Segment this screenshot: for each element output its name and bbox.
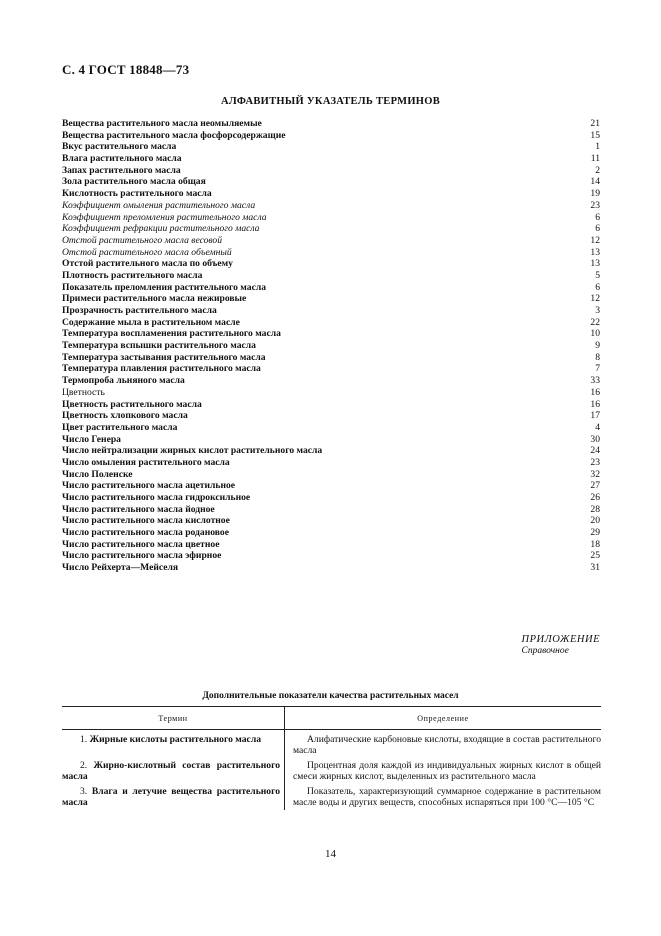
index-entry-term: Коэффициент рефракции растительного масла (62, 223, 260, 235)
index-entry (62, 176, 600, 188)
index-entry-page: 6 (595, 281, 600, 293)
index-entry (62, 258, 600, 270)
index-entry-page: 3 (595, 305, 600, 316)
index-entry-term: Температура плавления растительного масла (62, 363, 261, 375)
table-row (62, 730, 601, 758)
header-term: Термин (62, 707, 285, 730)
index-entry (62, 527, 600, 539)
index-entry (62, 480, 600, 492)
terms-table (62, 706, 601, 810)
term-cell (62, 758, 285, 784)
index-entry-page: 12 (590, 293, 600, 305)
index-entry-page: 11 (590, 153, 600, 165)
index-entry-page: 13 (590, 258, 600, 270)
index-entry (62, 550, 600, 562)
alphabetical-index (62, 118, 600, 574)
index-entry (62, 141, 600, 153)
definition-cell: Алифатические карбоновые кислоты, входящие в состав растительного масла (293, 734, 601, 757)
index-entry-page: 23 (590, 199, 600, 211)
index-entry-page: 29 (590, 527, 600, 539)
index-entry (62, 118, 600, 130)
index-entry (62, 200, 600, 212)
appendix-label (522, 634, 601, 656)
index-entry-term: Число растительного масла гидроксильное (62, 492, 251, 503)
table-row (62, 758, 601, 784)
index-entry (62, 317, 600, 329)
index-entry-term: Вещества растительного масла неомыляемые (62, 118, 262, 129)
index-entry-term: Число растительного масла цветное (62, 538, 220, 550)
index-entry-page: 22 (590, 316, 600, 328)
index-entry-term: Температура воспламенения растительного масла (62, 328, 281, 340)
index-entry-term: Коэффициент омыления растительного масла (62, 199, 256, 211)
index-entry (62, 504, 600, 516)
index-entry-page: 4 (595, 421, 600, 433)
appendix-subtitle: Справочное (521, 646, 569, 656)
index-entry (62, 445, 600, 457)
index-entry-term: Показатель преломления растительного масла (62, 281, 267, 293)
term-cell (62, 730, 285, 758)
index-entry-page: 10 (590, 328, 600, 340)
page-number: 14 (325, 848, 336, 860)
index-entry-term: Цветность (62, 386, 105, 398)
index-entry (62, 328, 600, 340)
header-definition: Определение (285, 707, 602, 730)
index-entry-page: 19 (590, 188, 600, 200)
index-entry (62, 223, 600, 235)
term-name: Жирно-кислотный состав растительного масла (62, 759, 280, 783)
index-entry (62, 352, 600, 364)
index-entry-page: 21 (590, 118, 600, 129)
index-entry-term: Цветность растительного масла (62, 398, 202, 410)
index-entry-term: Запах растительного масла (62, 164, 181, 176)
index-entry-page: 12 (590, 234, 600, 246)
table-body (62, 730, 601, 811)
index-entry-page: 16 (590, 398, 600, 410)
index-entry-page: 8 (595, 351, 600, 363)
index-entry-term: Число Генера (62, 433, 121, 445)
index-entry-term: Термопроба льняного масла (62, 375, 185, 387)
table-row (62, 784, 601, 811)
index-entry (62, 492, 600, 504)
index-entry-page: 13 (590, 246, 600, 258)
index-entry-term: Температура вспышки растительного масла (62, 340, 256, 352)
index-entry (62, 434, 600, 446)
index-entry-page: 24 (590, 445, 600, 457)
index-entry-term: Содержание мыла в растительном масле (62, 316, 240, 328)
index-entry (62, 387, 600, 399)
index-entry (62, 293, 600, 305)
index-entry-page: 5 (595, 269, 600, 281)
index-entry-page: 26 (590, 492, 600, 503)
index-entry-page: 6 (595, 223, 600, 235)
index-entry (62, 469, 600, 481)
index-entry (62, 539, 600, 551)
index-entry-term: Отстой растительного масла весовой (62, 234, 223, 246)
index-entry (62, 247, 600, 259)
term-number: 1. (80, 734, 88, 745)
index-entry (62, 399, 600, 411)
table-header-row (62, 707, 601, 730)
index-entry-term: Число растительного масла йодное (62, 503, 215, 515)
index-entry-term: Кислотность растительного масла (62, 188, 212, 200)
index-entry-page: 30 (590, 433, 600, 445)
index-entry (62, 165, 600, 177)
index-entry-term: Число растительного масла кислотное (62, 515, 230, 527)
index-entry-page: 15 (590, 129, 600, 141)
index-entry-term: Цветность хлопкового масла (62, 410, 188, 422)
index-entry-term: Число Рейхерта—Мейселя (62, 562, 179, 574)
index-entry-page: 31 (590, 562, 600, 574)
term-cell (62, 784, 285, 811)
index-entry (62, 562, 600, 574)
index-entry-term: Число нейтрализации жирных кислот растительного масла (62, 445, 323, 457)
index-entry (62, 422, 600, 434)
index-entry-term: Плотность растительного масла (62, 269, 203, 281)
index-entry (62, 235, 600, 247)
index-entry-page: 2 (595, 164, 600, 176)
index-title: АЛФАВИТНЫЙ УКАЗАТЕЛЬ ТЕРМИНОВ (220, 96, 441, 107)
index-entry-term: Число растительного масла родановое (62, 527, 229, 539)
index-entry-term: Отстой растительного масла объемный (62, 246, 232, 258)
term-name: Влага и летучие вещества растительного масла (62, 785, 281, 809)
index-entry (62, 305, 600, 317)
index-entry-page: 1 (595, 141, 600, 153)
appendix-title: ПРИЛОЖЕНИЕ (521, 634, 600, 645)
term-number: 2. (80, 759, 88, 771)
index-entry-page: 17 (590, 410, 600, 422)
index-entry-term: Вещества растительного масла фосфорсодержащие (62, 129, 286, 141)
index-entry-page: 16 (590, 386, 600, 398)
index-entry-page: 18 (590, 538, 600, 550)
index-entry (62, 153, 600, 165)
index-entry (62, 282, 600, 294)
index-entry-term: Зола растительного масла общая (62, 176, 206, 188)
index-entry-term: Цвет растительного масла (62, 421, 178, 433)
index-entry-page: 25 (590, 550, 600, 562)
table-caption: Дополнительные показатели качества растительных масел (202, 691, 459, 701)
definition-cell: Показатель, характеризующий суммарное содержание в растительном масле воды и других веществ, способных испаряться при 100 °С—105 °С (293, 785, 601, 809)
index-entry-page: 9 (595, 340, 600, 352)
index-entry (62, 270, 600, 282)
index-entry-term: Вкус растительного масла (62, 141, 177, 153)
index-entry-term: Число растительного масла эфирное (62, 550, 222, 562)
index-entry (62, 515, 600, 527)
index-entry (62, 457, 600, 469)
index-entry-page: 28 (590, 503, 600, 515)
term-name: Жирные кислоты растительного масла (89, 734, 261, 745)
index-entry-term: Число растительного масла ацетильное (62, 480, 236, 492)
index-entry (62, 340, 600, 352)
index-entry (62, 375, 600, 387)
index-entry (62, 212, 600, 224)
term-number: 3. (80, 785, 88, 797)
index-entry-page: 27 (590, 480, 600, 492)
index-entry-term: Число Поленске (62, 468, 133, 480)
index-entry-page: 32 (590, 468, 600, 480)
index-entry-term: Влага растительного масла (62, 153, 182, 165)
index-entry-page: 33 (590, 375, 600, 387)
index-entry-page: 7 (595, 363, 600, 375)
index-entry (62, 410, 600, 422)
index-entry-page: 20 (590, 515, 600, 527)
index-entry (62, 188, 600, 200)
index-entry-page: 23 (590, 456, 600, 468)
index-entry (62, 363, 600, 375)
page-header: С. 4 ГОСТ 18848—73 (62, 62, 190, 77)
index-entry (62, 130, 600, 142)
index-entry-term: Коэффициент преломления растительного масла (62, 211, 267, 223)
index-entry-term: Примеси растительного масла нежировые (62, 293, 247, 305)
definition-cell: Процентная доля каждой из индивидуальных жирных кислот в общей смеси жирных кислот, выделенных из растительного масла (293, 759, 601, 783)
index-entry-term: Число омыления растительного масла (62, 456, 230, 468)
index-entry-term: Прозрачность растительного масла (62, 305, 217, 316)
index-entry-term: Температура застывания растительного масла (62, 351, 266, 363)
index-entry-page: 14 (590, 176, 600, 188)
index-entry-term: Отстой растительного масла по объему (62, 258, 233, 270)
index-entry-page: 6 (595, 211, 600, 223)
